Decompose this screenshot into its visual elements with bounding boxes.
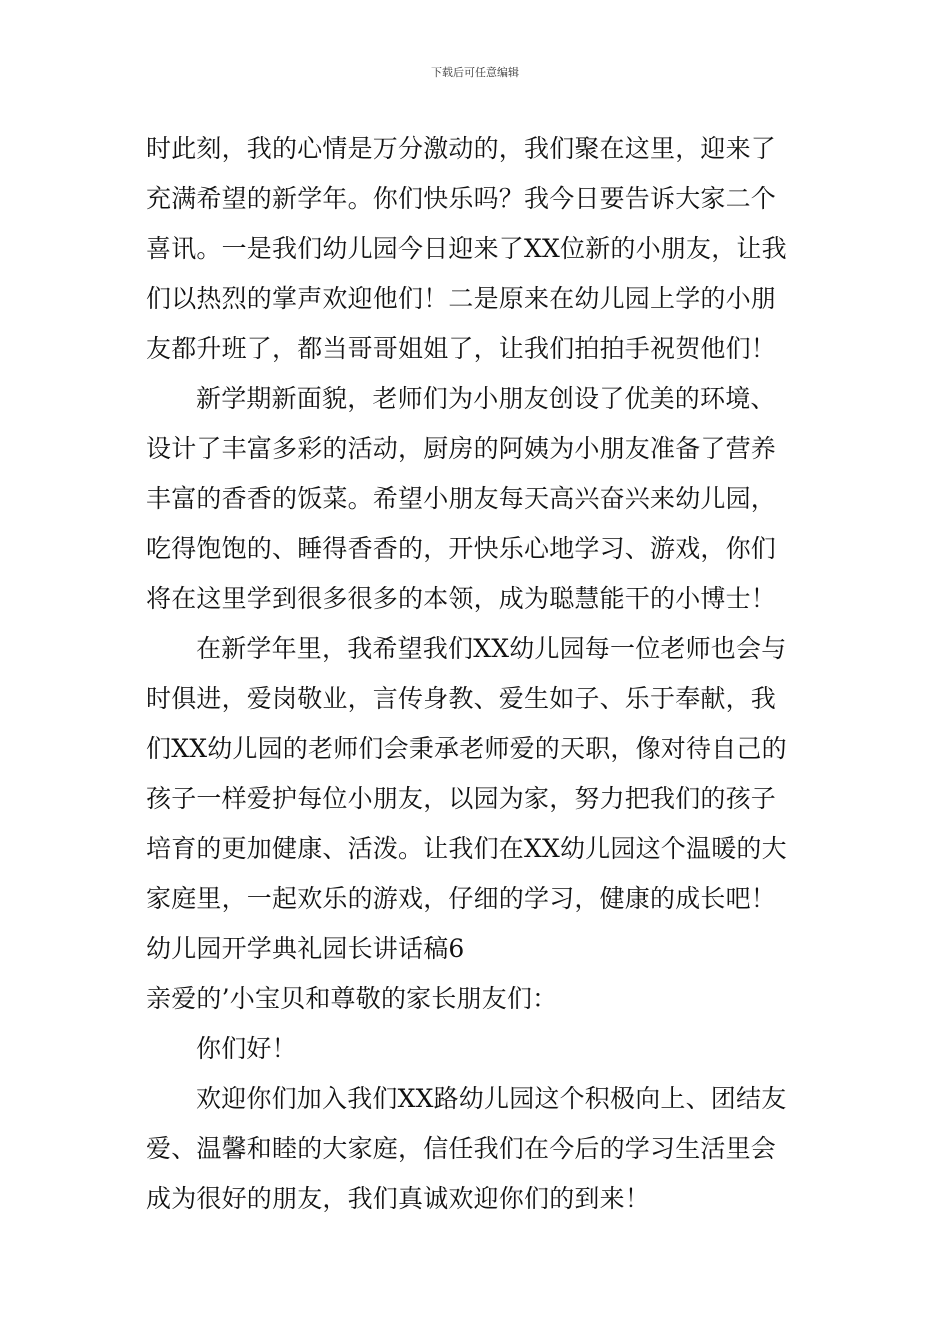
text-line: 家庭里，一起欢乐的游戏，仔细的学习，健康的成长吧！ [146,884,777,913]
text-line: 设计了丰富多彩的活动，厨房的阿姨为小朋友准备了营养 [146,434,777,463]
text-line: 将在这里学到很多很多的本领，成为聪慧能干的小博士！ [146,584,777,613]
text-line: 爱、温馨和睦的大家庭，信任我们在今后的学习生活里会 [146,1134,777,1163]
text-line: 孩子一样爱护每位小朋友，以园为家，努力把我们的孩子 [146,784,777,813]
text-line: 喜讯。一是我们幼儿园今日迎来了XX位新的小朋友，让我 [146,234,787,263]
text-line: 吃得饱饱的、睡得香香的，开快乐心地学习、游戏，你们 [146,534,777,563]
text-line: 充满希望的新学年。你们快乐吗？我今日要告诉大家二个 [146,184,777,213]
text-line: 们XX幼儿园的老师们会秉承老师爱的天职，像对待自己的 [146,734,787,763]
text-line: 培育的更加健康、活泼。让我们在XX幼儿园这个温暖的大 [146,834,787,863]
greeting-line: 你们好！ [196,1034,297,1063]
document-body [146,124,810,1224]
text-line: 时此刻，我的心情是万分激动的，我们聚在这里，迎来了 [146,134,777,163]
text-line: 时俱进，爱岗敬业，言传身教、爱生如子、乐于奉献，我 [146,684,777,713]
header-note: 下载后可任意编辑 [431,66,519,79]
text-line: 们以热烈的掌声欢迎他们！二是原来在幼儿园上学的小朋 [146,284,777,313]
section-title: 幼儿园开学典礼园长讲话稿6 [146,934,465,963]
paragraph-start-line: 在新学年里，我希望我们XX幼儿园每一位老师也会与 [196,634,787,663]
paragraph-start-line: 欢迎你们加入我们XX路幼儿园这个积极向上、团结友 [196,1084,787,1113]
text-line: 丰富的香香的饭菜。希望小朋友每天高兴奋兴来幼儿园， [146,484,777,513]
text-line: 成为很好的朋友，我们真诚欢迎你们的到来！ [146,1184,651,1213]
salutation-line: 亲爱的’小宝贝和尊敬的家长朋友们： [146,984,558,1013]
paragraph-start-line: 新学期新面貌，老师们为小朋友创设了优美的环境、 [196,384,776,413]
text-line: 友都升班了，都当哥哥姐姐了，让我们拍拍手祝贺他们！ [146,334,777,363]
